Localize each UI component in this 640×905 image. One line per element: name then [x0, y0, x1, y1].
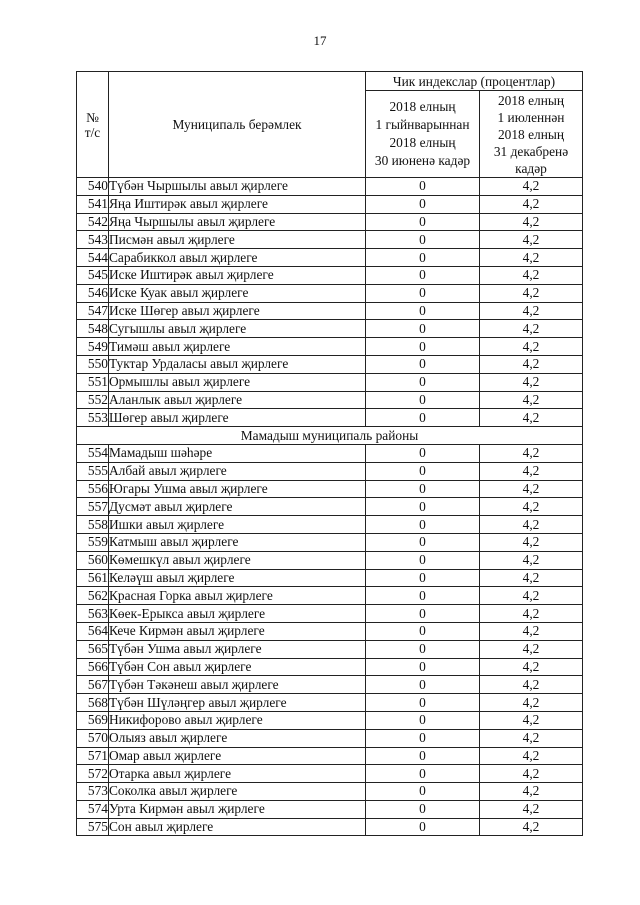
page-number: 17 [313, 33, 327, 48]
row-index-h1: 0 [366, 605, 480, 623]
row-number: 575 [77, 818, 109, 836]
header-period-1-line-2: 1 гыйнварыннан [375, 117, 470, 132]
row-municipality: Соколка авыл җирлеге [109, 783, 366, 801]
row-municipality: Көмешкүл авыл җирлеге [109, 551, 366, 569]
row-index-h1: 0 [366, 783, 480, 801]
row-index-h2: 4,2 [480, 658, 583, 676]
header-period-2-line-4: 31 декабренә [493, 143, 569, 159]
table-row [77, 213, 583, 231]
table-row [77, 658, 583, 676]
row-index-h1: 0 [366, 462, 480, 480]
row-index-h1: 0 [366, 231, 480, 249]
row-number: 553 [77, 409, 109, 427]
row-number: 561 [77, 569, 109, 587]
row-municipality: Шөгер авыл җирлеге [109, 409, 366, 427]
row-index-h1: 0 [366, 409, 480, 427]
section-title: Мамадыш муниципаль районы [77, 427, 583, 445]
row-index-h2: 4,2 [480, 551, 583, 569]
row-index-h1: 0 [366, 516, 480, 534]
row-number: 549 [77, 338, 109, 356]
table-row [77, 409, 583, 427]
row-municipality: Отарка авыл җирлеге [109, 765, 366, 783]
row-municipality: Иске Куак авыл җирлеге [109, 284, 366, 302]
row-number: 540 [77, 178, 109, 196]
row-index-h2: 4,2 [480, 587, 583, 605]
table-row [77, 640, 583, 658]
header-period-1-line-1: 2018 елның [389, 99, 456, 114]
table-row [77, 605, 583, 623]
row-number: 546 [77, 284, 109, 302]
row-index-h1: 0 [366, 800, 480, 818]
row-municipality: Югары Ушма авыл җирлеге [109, 480, 366, 498]
row-number: 554 [77, 444, 109, 462]
row-index-h1: 0 [366, 551, 480, 569]
row-municipality: Албай авыл җирлеге [109, 462, 366, 480]
row-index-h2: 4,2 [480, 266, 583, 284]
table-row [77, 480, 583, 498]
row-number: 560 [77, 551, 109, 569]
table-section [77, 427, 583, 445]
table-row [77, 284, 583, 302]
table-row [77, 747, 583, 765]
row-index-h2: 4,2 [480, 765, 583, 783]
row-municipality: Яңа Чыршылы авыл җирлеге [109, 213, 366, 231]
row-municipality: Никифорово авыл җирлеге [109, 711, 366, 729]
header-period-2 [480, 91, 583, 178]
row-number: 569 [77, 711, 109, 729]
row-index-h2: 4,2 [480, 783, 583, 801]
row-municipality: Катмыш авыл җирлеге [109, 533, 366, 551]
table-row [77, 569, 583, 587]
header-period-2-line-3: 2018 елның [497, 126, 565, 142]
row-index-h2: 4,2 [480, 694, 583, 712]
row-number: 544 [77, 249, 109, 267]
row-index-h2: 4,2 [480, 391, 583, 409]
row-index-h1: 0 [366, 391, 480, 409]
row-number: 545 [77, 266, 109, 284]
row-index-h1: 0 [366, 178, 480, 196]
table-row [77, 373, 583, 391]
row-index-h2: 4,2 [480, 640, 583, 658]
row-index-h2: 4,2 [480, 800, 583, 818]
row-index-h1: 0 [366, 587, 480, 605]
row-number: 559 [77, 533, 109, 551]
table-row [77, 587, 583, 605]
table-row [77, 266, 583, 284]
header-number-line-2: т/с [84, 124, 101, 140]
row-number: 574 [77, 800, 109, 818]
table-row [77, 516, 583, 534]
row-index-h1: 0 [366, 480, 480, 498]
row-index-h1: 0 [366, 622, 480, 640]
table-row [77, 391, 583, 409]
row-number: 562 [77, 587, 109, 605]
row-index-h1: 0 [366, 658, 480, 676]
row-index-h2: 4,2 [480, 213, 583, 231]
header-limit-indices: Чик индекслар (процентлар) [366, 72, 583, 91]
row-index-h1: 0 [366, 266, 480, 284]
table-row [77, 231, 583, 249]
row-municipality: Дусмәт авыл җирлеге [109, 498, 366, 516]
row-index-h1: 0 [366, 213, 480, 231]
row-municipality: Ишки авыл җирлеге [109, 516, 366, 534]
table-row [77, 765, 583, 783]
row-index-h2: 4,2 [480, 284, 583, 302]
row-municipality: Кече Кирмән авыл җирлеге [109, 622, 366, 640]
row-index-h1: 0 [366, 676, 480, 694]
table-row [77, 498, 583, 516]
table-row [77, 622, 583, 640]
row-municipality: Келәүш авыл җирлеге [109, 569, 366, 587]
row-index-h2: 4,2 [480, 818, 583, 836]
row-number: 547 [77, 302, 109, 320]
row-index-h1: 0 [366, 818, 480, 836]
table-row [77, 178, 583, 196]
row-index-h1: 0 [366, 533, 480, 551]
row-number: 552 [77, 391, 109, 409]
header-period-1-line-3: 2018 елның [389, 135, 456, 150]
row-municipality: Түбән Сон авыл җирлеге [109, 658, 366, 676]
row-index-h2: 4,2 [480, 747, 583, 765]
row-municipality: Ормышлы авыл җирлеге [109, 373, 366, 391]
row-index-h2: 4,2 [480, 533, 583, 551]
table-row [77, 551, 583, 569]
row-index-h2: 4,2 [480, 676, 583, 694]
row-number: 565 [77, 640, 109, 658]
row-number: 548 [77, 320, 109, 338]
row-number: 550 [77, 355, 109, 373]
row-number: 570 [77, 729, 109, 747]
row-index-h2: 4,2 [480, 231, 583, 249]
table-row [77, 783, 583, 801]
row-municipality: Туктар Урдаласы авыл җирлеге [109, 355, 366, 373]
row-index-h1: 0 [366, 640, 480, 658]
row-municipality: Писмән авыл җирлеге [109, 231, 366, 249]
row-index-h2: 4,2 [480, 373, 583, 391]
table-row [77, 711, 583, 729]
table-row [77, 355, 583, 373]
row-index-h2: 4,2 [480, 605, 583, 623]
row-index-h1: 0 [366, 498, 480, 516]
section-row [77, 427, 583, 445]
row-municipality: Түбән Ушма авыл җирлеге [109, 640, 366, 658]
row-index-h1: 0 [366, 338, 480, 356]
row-municipality: Иске Иштирәк авыл җирлеге [109, 266, 366, 284]
row-index-h1: 0 [366, 569, 480, 587]
row-index-h2: 4,2 [480, 516, 583, 534]
table-row [77, 729, 583, 747]
row-index-h2: 4,2 [480, 569, 583, 587]
row-index-h2: 4,2 [480, 249, 583, 267]
row-index-h1: 0 [366, 373, 480, 391]
row-index-h2: 4,2 [480, 622, 583, 640]
row-municipality: Яңа Иштирәк авыл җирлеге [109, 195, 366, 213]
row-number: 557 [77, 498, 109, 516]
header-period-2-line-5: кадәр [515, 160, 547, 176]
row-municipality: Иске Шөгер авыл җирлеге [109, 302, 366, 320]
table-row [77, 444, 583, 462]
row-municipality: Түбән Чыршылы авыл җирлеге [109, 178, 366, 196]
row-municipality: Урта Кирмән авыл җирлеге [109, 800, 366, 818]
row-index-h2: 4,2 [480, 444, 583, 462]
table-row [77, 818, 583, 836]
table-body-part-2 [77, 444, 583, 836]
row-number: 566 [77, 658, 109, 676]
row-index-h1: 0 [366, 302, 480, 320]
row-index-h2: 4,2 [480, 338, 583, 356]
row-index-h1: 0 [366, 747, 480, 765]
row-index-h2: 4,2 [480, 729, 583, 747]
row-municipality: Көек-Ерыкса авыл җирлеге [109, 605, 366, 623]
table-row [77, 302, 583, 320]
table-row [77, 195, 583, 213]
table-row [77, 249, 583, 267]
table-row [77, 800, 583, 818]
header-period-1 [366, 91, 480, 178]
row-index-h1: 0 [366, 444, 480, 462]
row-index-h2: 4,2 [480, 711, 583, 729]
header-municipality: Муниципаль берәмлек [109, 72, 366, 178]
row-index-h1: 0 [366, 729, 480, 747]
row-index-h2: 4,2 [480, 302, 583, 320]
table-row [77, 694, 583, 712]
row-index-h1: 0 [366, 765, 480, 783]
row-number: 573 [77, 783, 109, 801]
row-municipality: Сугышлы авыл җирлеге [109, 320, 366, 338]
row-municipality: Мамадыш шәһәре [109, 444, 366, 462]
row-number: 555 [77, 462, 109, 480]
row-index-h1: 0 [366, 711, 480, 729]
header-period-1-line-4: 30 июненә кадәр [374, 153, 471, 168]
row-index-h2: 4,2 [480, 355, 583, 373]
row-index-h1: 0 [366, 284, 480, 302]
row-number: 543 [77, 231, 109, 249]
row-municipality: Омар авыл җирлеге [109, 747, 366, 765]
row-municipality: Аланлык авыл җирлеге [109, 391, 366, 409]
row-number: 563 [77, 605, 109, 623]
row-index-h2: 4,2 [480, 498, 583, 516]
limit-indices-table [76, 71, 583, 836]
row-index-h2: 4,2 [480, 178, 583, 196]
table-row [77, 676, 583, 694]
row-index-h2: 4,2 [480, 320, 583, 338]
row-municipality: Түбән Шүләңгер авыл җирлеге [109, 694, 366, 712]
row-number: 564 [77, 622, 109, 640]
row-index-h2: 4,2 [480, 409, 583, 427]
table-row [77, 320, 583, 338]
header-period-2-line-1: 2018 елның [497, 92, 565, 108]
row-number: 541 [77, 195, 109, 213]
table-row [77, 533, 583, 551]
header-number [77, 72, 109, 178]
header-number-line-1: № [86, 109, 99, 125]
row-number: 571 [77, 747, 109, 765]
row-index-h1: 0 [366, 694, 480, 712]
table-body-part-1 [77, 178, 583, 427]
row-municipality: Красная Горка авыл җирлеге [109, 587, 366, 605]
row-number: 558 [77, 516, 109, 534]
row-number: 568 [77, 694, 109, 712]
row-index-h1: 0 [366, 355, 480, 373]
row-index-h2: 4,2 [480, 480, 583, 498]
row-number: 567 [77, 676, 109, 694]
row-index-h1: 0 [366, 320, 480, 338]
row-municipality: Түбән Тәкәнеш авыл җирлеге [109, 676, 366, 694]
header-period-2-line-2: 1 июленнән [497, 109, 565, 125]
table-row [77, 462, 583, 480]
row-number: 572 [77, 765, 109, 783]
table-row [77, 338, 583, 356]
row-number: 551 [77, 373, 109, 391]
row-municipality: Сон авыл җирлеге [109, 818, 366, 836]
row-index-h2: 4,2 [480, 195, 583, 213]
row-number: 542 [77, 213, 109, 231]
row-index-h1: 0 [366, 195, 480, 213]
row-index-h2: 4,2 [480, 462, 583, 480]
row-municipality: Сарабиккол авыл җирлеге [109, 249, 366, 267]
row-municipality: Тимәш авыл җирлеге [109, 338, 366, 356]
row-index-h1: 0 [366, 249, 480, 267]
row-number: 556 [77, 480, 109, 498]
header-row-group [77, 72, 583, 91]
row-municipality: Олыяз авыл җирлеге [109, 729, 366, 747]
